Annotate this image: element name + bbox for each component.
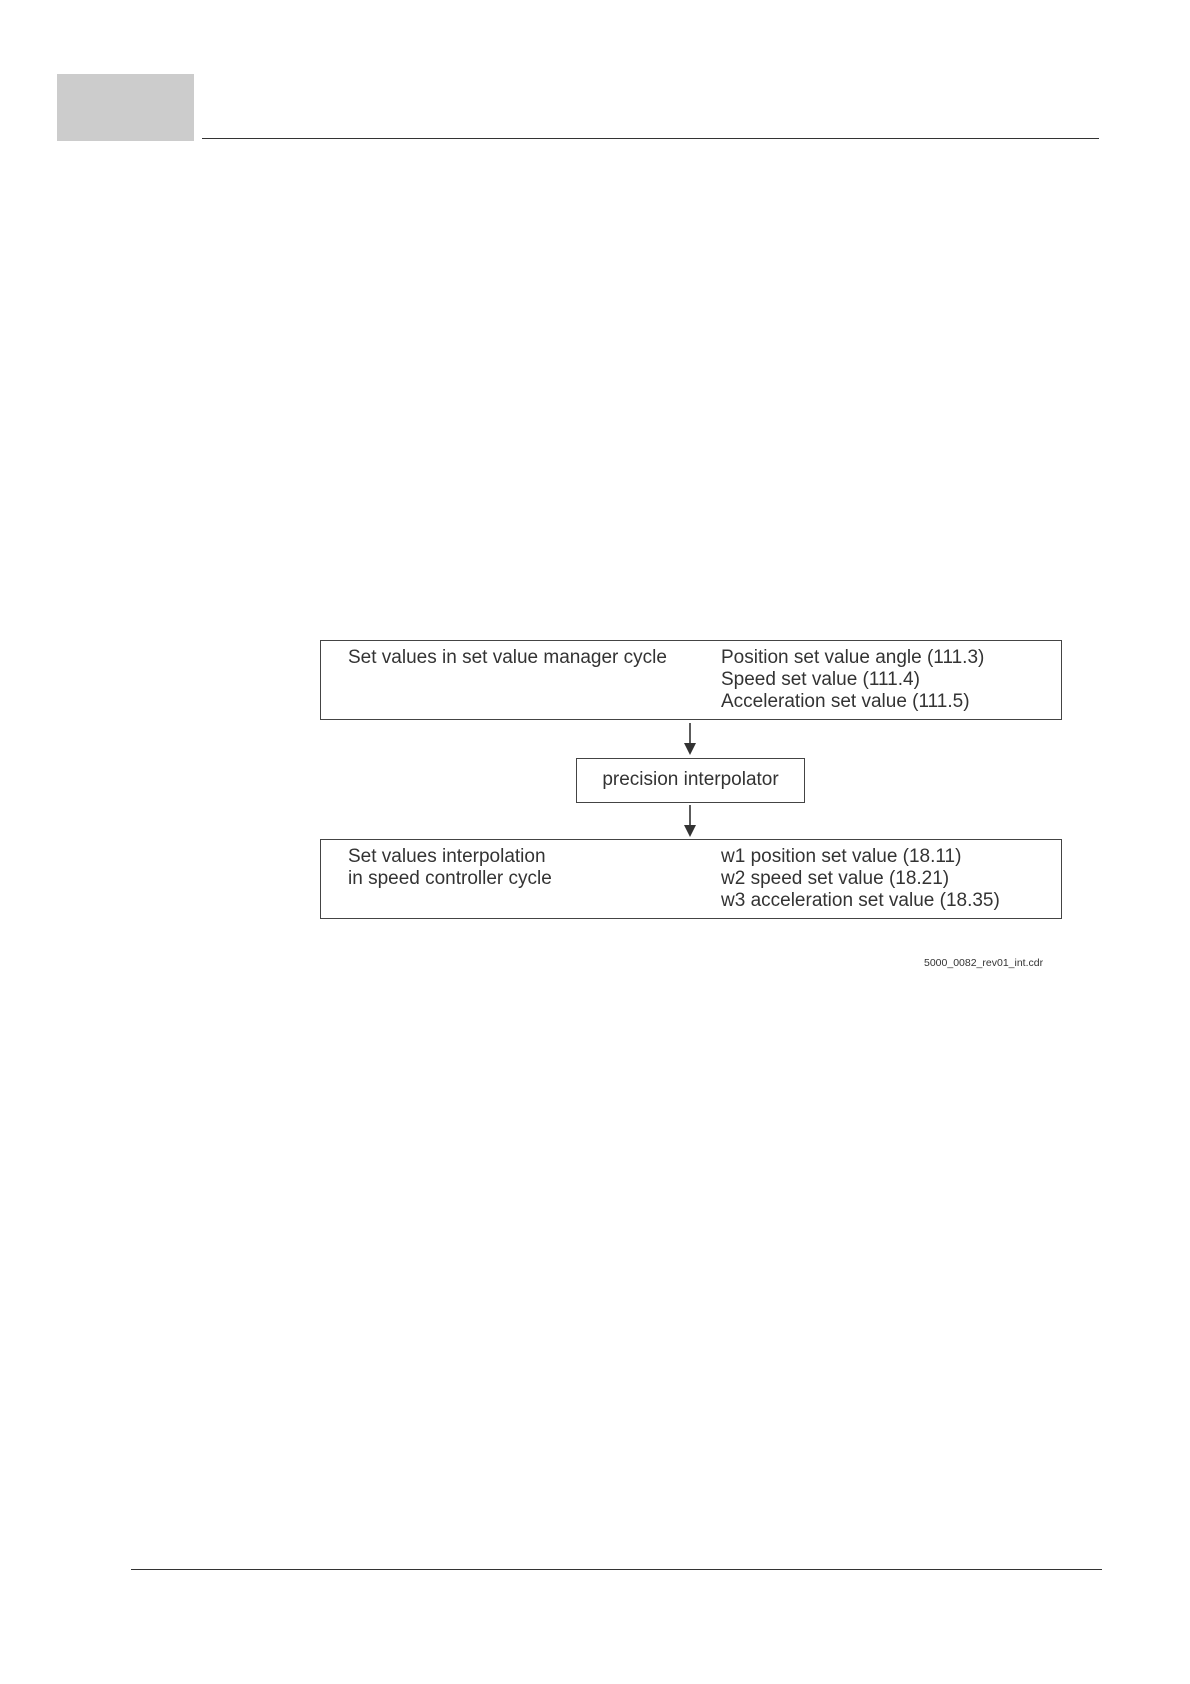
set-value-manager-values: [721, 647, 984, 713]
w1-position-set-value: w1 position set value (18.11): [721, 846, 962, 867]
set-value-manager-label: Set values in set value manager cycle: [348, 647, 667, 668]
speed-controller-box: [320, 839, 1062, 919]
speed-controller-label: [348, 846, 552, 890]
speed-controller-label-line-2: in speed controller cycle: [348, 868, 552, 889]
speed-controller-label-line-1: Set values interpolation: [348, 846, 546, 867]
speed-controller-values: [721, 846, 1000, 912]
footer-rule: [131, 1569, 1102, 1570]
precision-interpolator-box: [576, 758, 805, 803]
w2-speed-set-value: w2 speed set value (18.21): [721, 868, 950, 889]
w3-acceleration-set-value: w3 acceleration set value (18.35): [721, 890, 1000, 911]
speed-set-value: Speed set value (111.4): [721, 669, 920, 690]
position-set-value-angle: Position set value angle (111.3): [721, 647, 985, 668]
header-rule: [202, 138, 1099, 139]
file-reference: 5000_0082_rev01_int.cdr: [924, 957, 1044, 969]
precision-interpolator-label: precision interpolator: [602, 769, 779, 790]
flow-arrow-1: [683, 723, 697, 757]
flow-arrow-2: [683, 805, 697, 839]
acceleration-set-value: Acceleration set value (111.5): [721, 691, 970, 712]
header-gray-tab: [57, 74, 194, 141]
set-value-manager-box: [320, 640, 1062, 720]
